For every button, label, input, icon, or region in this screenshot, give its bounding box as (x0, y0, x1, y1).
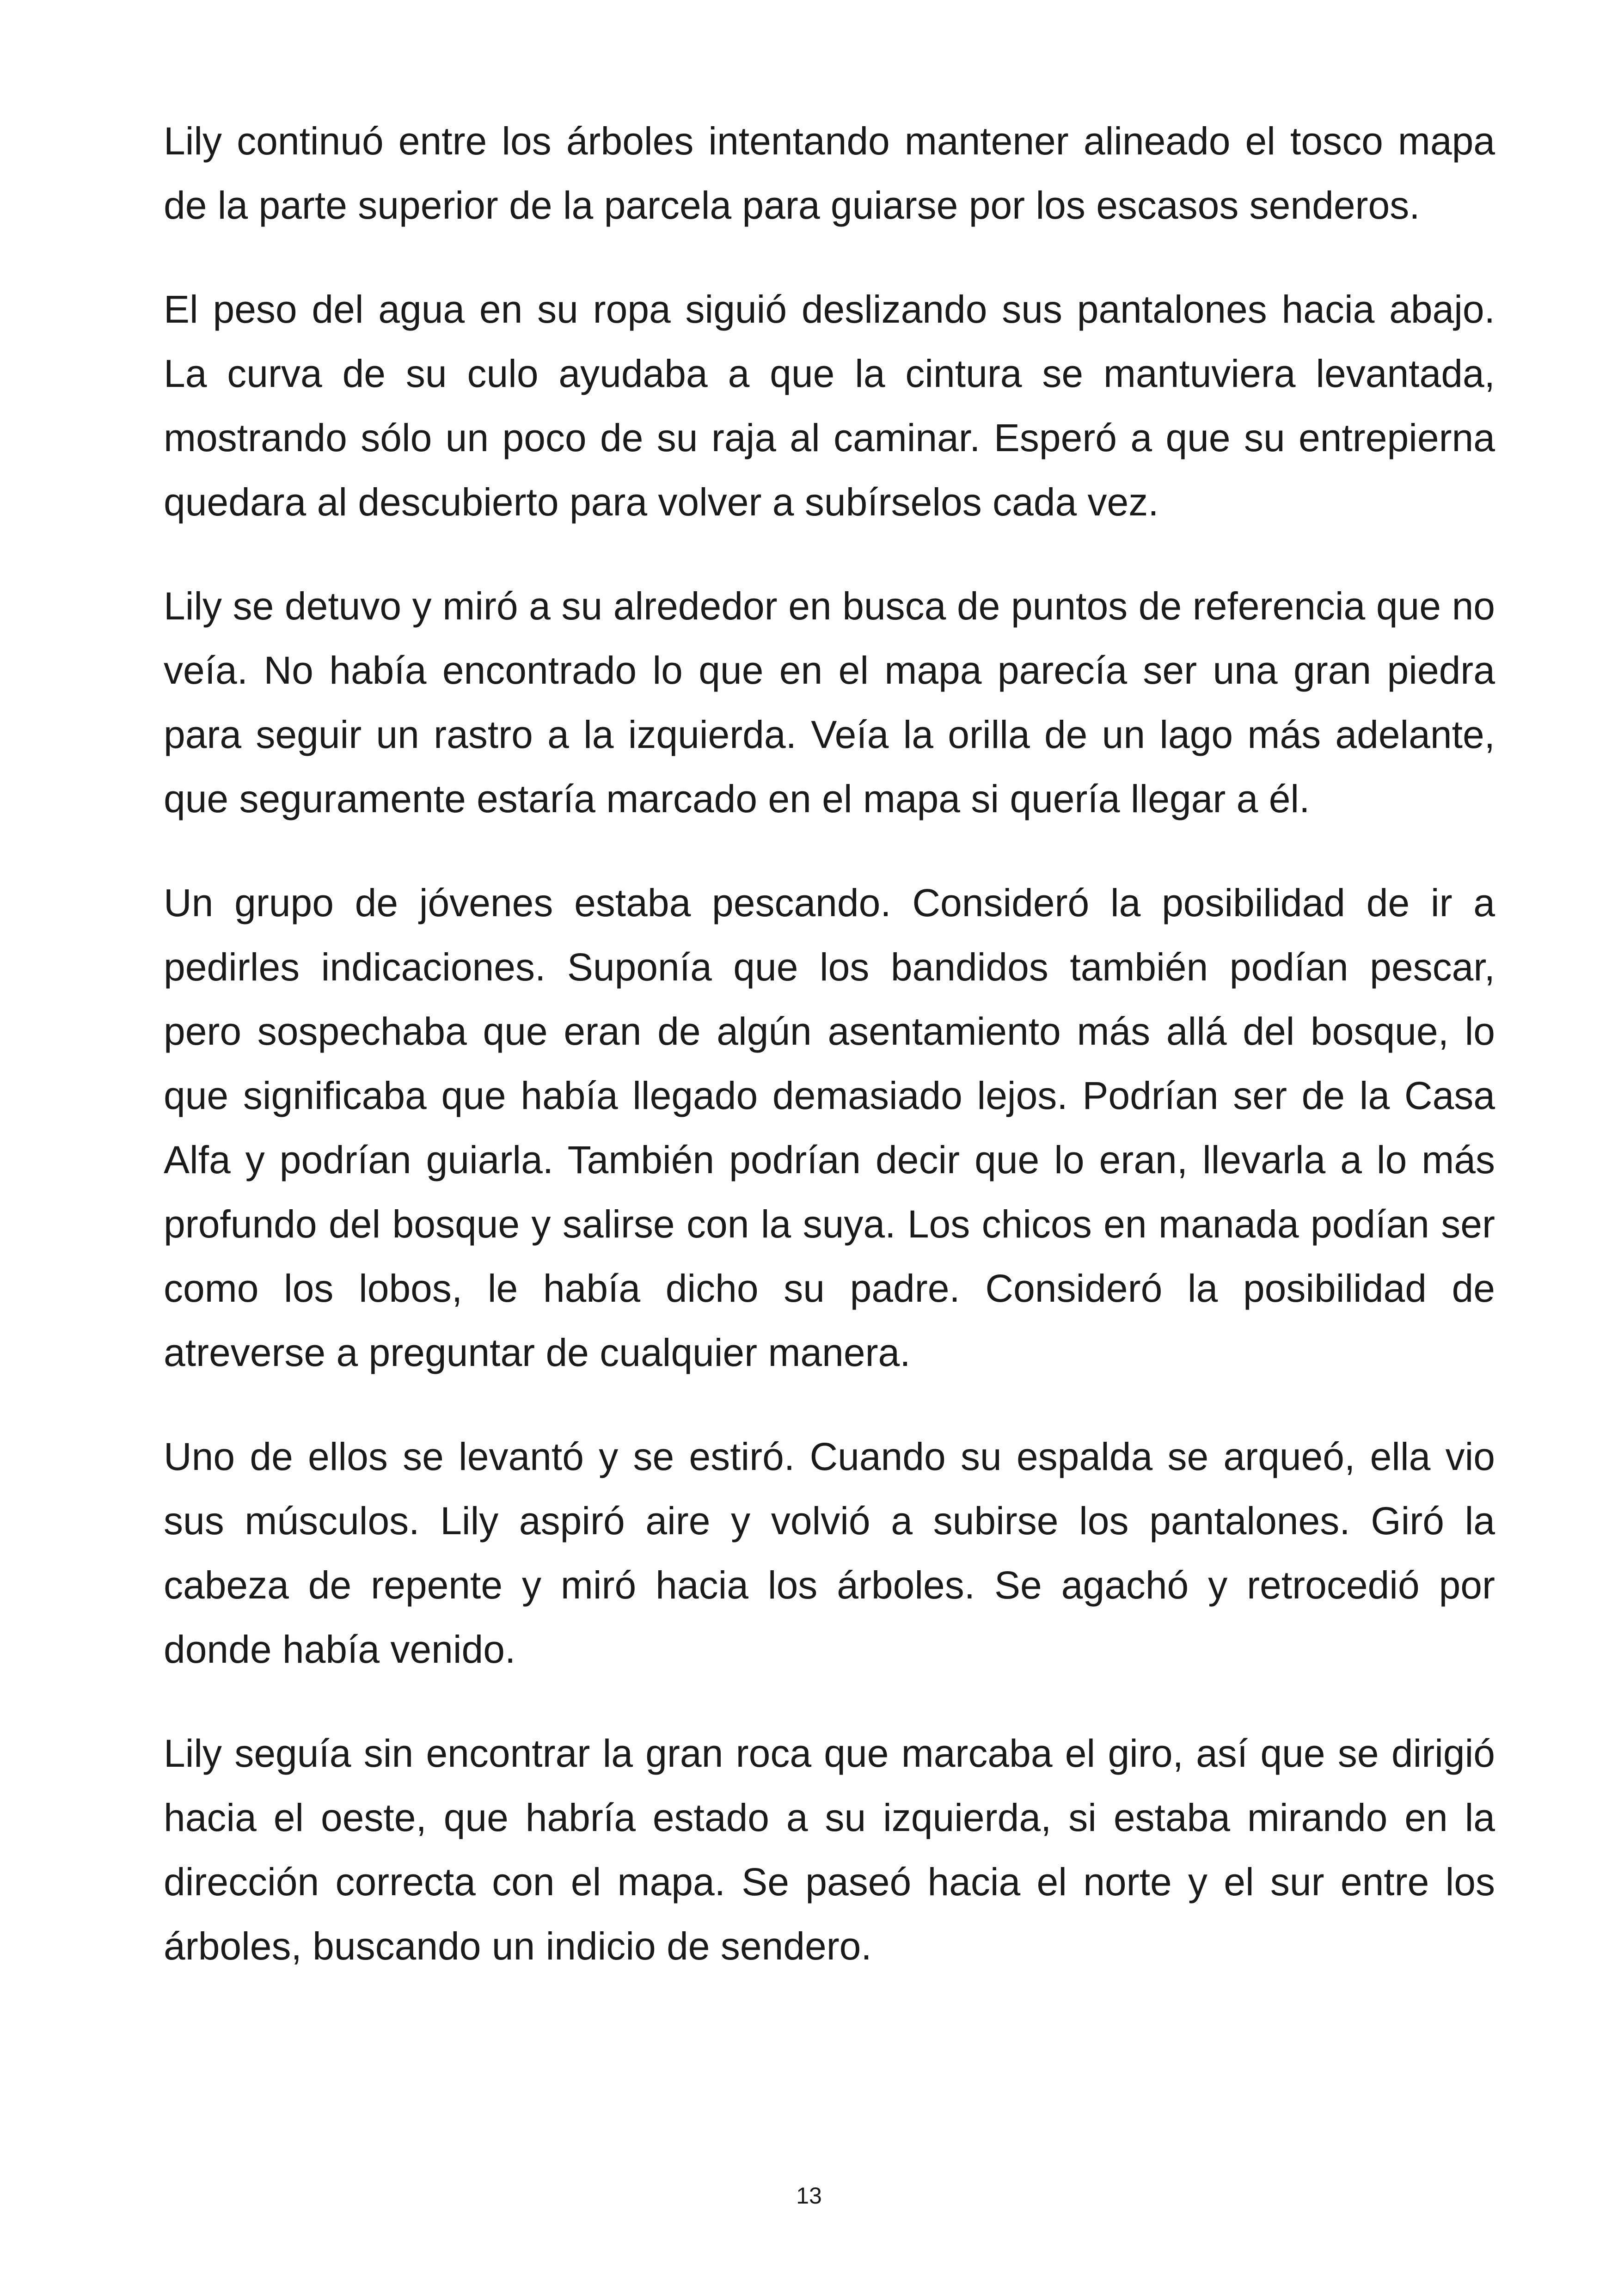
paragraph-6: Lily seguía sin encontrar la gran roca que marcaba el giro, así que se dirigió hacia el oeste, que habría estado a su izquierda, si estaba mirando en la dirección correcta con el mapa. Se paseó hacia el norte y el sur entre los árboles, buscando un indicio de sendero. (164, 1732, 1495, 1968)
paragraph-3: Lily se detuvo y miró a su alrededor en busca de puntos de referencia que no veía. No había encontrado lo que en el mapa parecía ser una gran piedra para seguir un rastro a la izquierda. Veía la orilla de un lago más adelante, que seguramente estaría marcado en el mapa si quería llegar a él. (164, 584, 1495, 820)
paragraph-4: Un grupo de jóvenes estaba pescando. Consideró la posibilidad de ir a pedirles indicaciones. Suponía que los bandidos también podían pescar, pero sospechaba que eran de algún asentamiento más allá del bosque, lo que significaba que había llegado demasiado lejos. Podrían ser de la Casa Alfa y podrían guiarla. También podrían decir que lo eran, llevarla a lo más profundo del bosque y salirse con la suya. Los chicos en manada podían ser como los lobos, le había dicho su padre. Consideró la posibilidad de atreverse a preguntar de cualquier manera. (164, 881, 1495, 1374)
paragraph-5: Uno de ellos se levantó y se estiró. Cuando su espalda se arqueó, ella vio sus músculos. Lily aspiró aire y volvió a subirse los pantalones. Giró la cabeza de repente y miró hacia los árboles. Se agachó y retrocedió por donde había venido. (164, 1435, 1495, 1671)
paragraph-1: Lily continuó entre los árboles intentando mantener alineado el tosco mapa de la parte superior de la parcela para guiarse por los escasos senderos. (164, 119, 1495, 227)
page-number: 13 (796, 2183, 822, 2209)
paragraph-2: El peso del agua en su ropa siguió deslizando sus pantalones hacia abajo. La curva de su culo ayudaba a que la cintura se mantuviera levantada, mostrando sólo un poco de su raja al caminar. Esperó a que su entrepierna quedara al descubierto para volver a subírselos cada vez. (164, 288, 1495, 524)
body-text (164, 109, 1495, 1978)
